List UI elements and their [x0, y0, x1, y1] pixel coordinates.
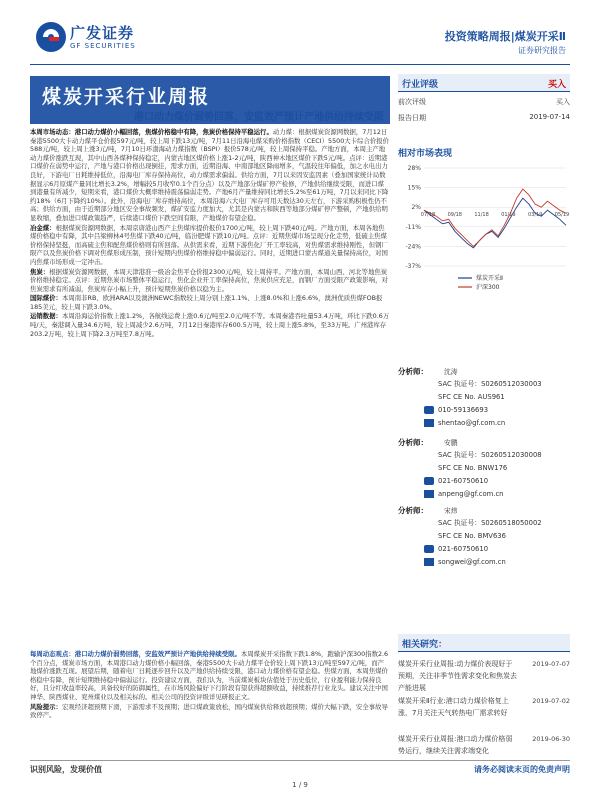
rating-header [398, 74, 570, 92]
x-tick-label: 07/18 [420, 212, 436, 219]
page-subtitle: 港口动力煤价弱势回落，安监效严预计产地供给持续受限 [134, 112, 384, 123]
analyst-sac: SAC 执证号：S0260512030003 [438, 380, 542, 388]
para-text: 动力煤：根据煤炭资源网数据，7月12日秦港5500大卡动力煤平仓价报597元/吨，较上周下跌13元/吨，7月11日沿海电煤采购价格指数（CECI）5500大卡综合价报价588元/吨，较上周上涨3元/吨，7月10日环渤海动力煤指数（BSPI）报价578元/吨，较上周保持平稳。产地方面，本周主产地动力煤价涨跌互现，其中山西各煤种保持稳定，内蒙古地区煤价格上涨1-2元/吨，陕西神木地区煤价下跌5元/吨。点评：近期港口煤价在弱势中运行，产地与港口价格出现倒挂，需求方面，近期沿海、中南部地区降雨增多，气温较往年偏低，加之水电出力良好，下游电厂日耗维持低位，沿海电厂库存保持高位，动力煤需求偏弱。供给方面，7月以来因安监因素（叠加国家统计局数据显示6月原煤产量同比增长3.2%，增幅较5月收窄0.1个百分点）以及产地部分煤矿停产检修，产地供给继续受限，而进口煤到港量有所减少，短期来看，港口煤价大概率维持震荡偏弱走势。产地6月产量维持同比增长5.2%至61万吨，7月以来同比下降约18%（6月下降约10%）。此外，沿海电厂库存维持高位，本周沿海六大电厂库存可用天数达30天左右，下游采购积极性仍不高；供给方面，由于近期部分地区安全事故频发，煤矿安监力度加大，尤其是内蒙古和陕西等地部分煤矿停产整顿，产地供给明显收缩，叠加进口煤政策趋严，后续港口煤价下跌空间有限，产地煤价有望企稳。 [30, 128, 390, 222]
related-header: 相关研究： [398, 634, 570, 652]
chart-title: 相对市场表现 [398, 149, 453, 159]
series-line [424, 198, 566, 248]
analyst-email-row [398, 556, 570, 569]
x-tick-label: 05/19 [554, 212, 570, 219]
phone-icon [424, 477, 434, 485]
analyst-email[interactable]: shentao@gf.com.cn [438, 419, 506, 427]
paragraph [30, 128, 390, 223]
related-date: 2019-07-07 [532, 660, 570, 668]
email-icon [424, 419, 434, 427]
para-head: 每周动态观点：港口动力煤价弱势回落，安监效严预计产地供给持续受限。 [30, 650, 241, 658]
phone-icon [424, 545, 434, 553]
related-item[interactable] [398, 733, 570, 757]
analyst-role: 分析师： [398, 506, 428, 515]
email-icon [424, 490, 434, 498]
analyst-sac-row [398, 517, 570, 530]
analyst-email-row [398, 488, 570, 501]
para-text: 本周煤炭开采指数下跌1.8%，跑输沪深300指数2.6个百分点，煤炭市场方面，本周港口动力煤价格小幅回落，秦港5500大卡动力煤平仓价较上周下跌13元/吨至597元/吨，而产地煤价涨跌互现。展望后期，随着电厂日耗逐步回升以及产地供给持续受限，港口动力煤价格有望企稳。焦煤方面，本周焦煤价格稳中有降，预计短期维持稳中偏弱运行。投资建议方面，我们认为，当前煤炭板块估值处于历史低位，行业盈利能力保持良好，且分红收益率较高，具备较好的防御属性，在市场风险偏好下行阶段有望获得超额收益，持续推荐行业龙头。建议关注中国神华、陕西煤业、兖州煤业以及相关标的。相关公司的投资评级详见研报正文。 [30, 650, 389, 701]
para-head: 本周市场动态：港口动力煤价小幅回落，焦煤价格稳中有降，焦炭价格保持平稳运行。 [30, 128, 273, 136]
y-tick-label: 28% [407, 165, 421, 172]
analyst-role-name-row [398, 436, 570, 449]
analyst-sfc-row [398, 530, 570, 543]
analyst-sfc-row [398, 391, 570, 404]
paragraph [30, 224, 390, 267]
analyst-role-name-row [398, 365, 570, 378]
analyst-phone: 021-60750610 [438, 477, 489, 485]
analyst-sac: SAC 执证号：S0260512030008 [438, 451, 542, 459]
para-text: 宏观经济超预期下滑，下游需求不及预期；进口煤政策放松，国内煤炭供给释放超预期；煤价大幅下跌，安全事故导致停产。 [30, 702, 388, 720]
prev-rating-value: 买入 [556, 98, 570, 106]
email-icon [424, 558, 434, 566]
report-sub-label: 证券研究报告 [518, 46, 566, 55]
x-tick-label: 01/19 [501, 212, 516, 219]
relative-performance-chart [398, 162, 570, 298]
para-text: 根据煤炭资源网数据，本周京唐港山西产主焦煤库提价报价1700元/吨，较上周下跌40元/吨。产地方面，本周各地焦煤价格稳中有降，其中吕梁柳林4号焦煤下跌40元/吨，临汾肥煤下跌10元/吨。点评：近期焦煤市场呈现分化走势，低硫主焦煤价格保持坚挺，而高硫主焦和配焦煤价格则有所回落。从供需来看，近期下游焦化厂开工率较高，对焦煤需求维持刚性，但钢厂限产以及焦炭价格下调对焦煤形成压制，预计短期内焦煤价格维持稳中偏弱运行。同时，近期进口蒙古煤通关量保持高位，对国内焦煤市场形成一定冲击。 [30, 223, 388, 266]
para-text: 本周沿海运价指数上涨1.2%，各航线运费上涨0.6元/吨至2.0元/吨不等。本周秦港吞吐量53.4万吨，环比下跌0.6万吨/天，秦港调入量34.6万吨，较上周减少2.6万吨，7月12日秦港库存600.5万吨，较上周上涨5.8%，至33万吨。广州港库存203.2万吨，较上周下降2.3万吨至7.8万吨。 [30, 312, 390, 338]
related-title[interactable]: 煤炭开采Ⅱ行业:港口动力煤价格复上涨，7月关注天气转热电厂需求转好 [398, 697, 509, 717]
page-number: 1 / 9 [292, 781, 308, 789]
report-date-value: 2019-07-14 [529, 113, 570, 121]
para-text: 本周南非RB、欧洲ARA以及澳洲NEWC指数较上周分别上涨1.1%、上涨8.0%和上涨6.6%，澳洲优质焦煤FOB报185美元，较上周下跌3.0%。 [30, 294, 383, 311]
paragraph [30, 650, 390, 702]
report-type: 投资策略周报|煤炭开采Ⅱ [444, 30, 566, 43]
analyst-phone: 010-59136693 [438, 406, 489, 414]
body-text [30, 128, 390, 648]
report-date-label: 报告日期 [398, 114, 426, 122]
para-text: 根据煤炭资源网数据，本周天津港准一级冶金焦平仓价报2300元/吨，较上周持平。产地方面，本周山西、河北等地焦炭价格维持稳定。点评：近期焦炭市场整体平稳运行，焦化企业开工率保持高位，焦炭供应充足，而钢厂方面受限产政策影响，对焦炭需求有所减弱，焦炭库存小幅上升，预计短期焦炭价格以稳为主。 [30, 267, 388, 293]
para-head: 风险提示： [30, 702, 62, 711]
analyst-name: 宋炜 [444, 507, 458, 515]
x-tick-label: 11/18 [474, 212, 489, 219]
analyst-role-name-row [398, 504, 570, 517]
analyst-sac-row [398, 449, 570, 462]
analyst-phone-row [398, 543, 570, 556]
analyst-sfc: SFC CE No. BNW176 [438, 464, 508, 472]
rating-header-label: 行业评级 [402, 80, 439, 90]
analyst-sac: SAC 执证号：S0260518050002 [438, 519, 542, 527]
analyst-phone-row [398, 404, 570, 417]
para-head: 焦炭： [30, 267, 50, 276]
paragraph [30, 294, 390, 311]
legend-label: 煤炭开采Ⅱ [476, 275, 503, 282]
related-item[interactable] [398, 658, 570, 694]
x-tick-label: 09/18 [447, 212, 463, 219]
analyst-sfc: SFC CE No. BMV636 [438, 532, 506, 540]
analyst-card [398, 365, 570, 430]
analyst-card [398, 504, 570, 569]
y-tick-label: -24% [405, 243, 421, 251]
rating-value: 买入 [547, 80, 566, 90]
analyst-role: 分析师： [398, 438, 428, 447]
analyst-name: 安鹏 [444, 439, 458, 447]
logo-text: 广发证券 [70, 24, 135, 42]
related-item[interactable] [398, 695, 570, 719]
para-head: 运销数据： [30, 312, 62, 321]
analyst-card [398, 436, 570, 501]
analyst-sfc-row [398, 462, 570, 475]
y-tick-label: -11% [405, 223, 421, 231]
analyst-email[interactable]: songwei@gf.com.cn [438, 558, 506, 566]
related-date: 2019-06-30 [532, 735, 570, 743]
phone-icon [424, 406, 434, 414]
logo-en-text: GF SECURITIES [70, 42, 136, 50]
analyst-email[interactable]: anpeng@gf.com.cn [438, 490, 504, 498]
footer-divider [30, 760, 570, 761]
analyst-sfc: SFC CE No. AUS961 [438, 393, 505, 401]
related-date: 2019-07-02 [532, 697, 570, 705]
footer-slogan: 识别风险，发现价值 [30, 765, 102, 774]
y-tick-label: 2% [411, 204, 421, 212]
prev-rating-label: 前次评级 [398, 98, 426, 106]
prev-rating-row [398, 97, 570, 107]
para-head: 冶金煤： [30, 223, 56, 232]
analyst-phone-row [398, 475, 570, 488]
page-title: 煤炭开采行业周报 [42, 86, 211, 108]
analyst-role: 分析师： [398, 367, 428, 376]
gf-logo-icon [34, 20, 68, 54]
legend-label: 沪深300 [476, 284, 500, 291]
paragraph [30, 268, 390, 294]
paragraph [30, 703, 390, 720]
related-title[interactable]: 煤炭开采行业周报:港口动力煤价格弱势运行，继续关注需求端变化 [398, 735, 513, 755]
series-line [424, 189, 566, 246]
body-text-2 [30, 650, 390, 756]
x-tick-label: 03/19 [527, 212, 543, 219]
para-head: 国际煤价： [30, 294, 62, 303]
report-date-row [398, 113, 570, 123]
y-tick-label: 15% [407, 184, 421, 192]
analyst-phone: 021-60750610 [438, 545, 489, 553]
related-title[interactable]: 煤炭开采行业周报:动力煤价表现好于预期，关注非季节性需求变化和焦炭去产能进展 [398, 660, 517, 692]
header-divider [30, 64, 570, 65]
analyst-sac-row [398, 378, 570, 391]
y-tick-label: -37% [405, 263, 421, 270]
analyst-name: 沈涛 [444, 368, 458, 376]
paragraph [30, 312, 390, 338]
analyst-email-row [398, 417, 570, 430]
footer-disclaimer: 请务必阅读末页的免责声明 [474, 765, 570, 774]
